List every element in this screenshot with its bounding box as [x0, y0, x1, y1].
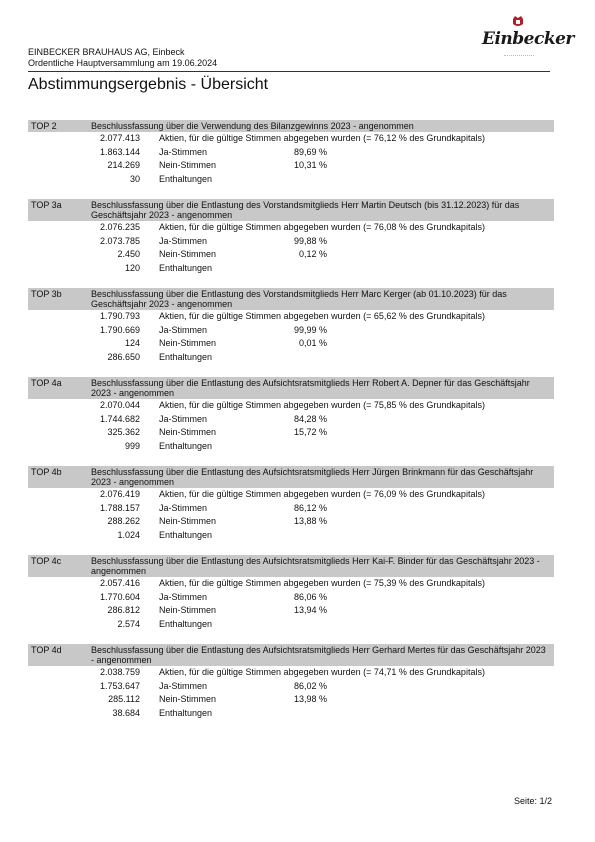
agenda-item-header — [28, 120, 554, 132]
page-title: Abstimmungsergebnis - Übersicht — [28, 76, 269, 93]
no-votes-row — [28, 515, 554, 529]
no-votes-row — [28, 159, 554, 173]
yes-votes-row — [28, 591, 554, 605]
agenda-item — [28, 644, 554, 720]
logo-underline — [504, 55, 534, 57]
yes-votes-count: 1.790.669 — [99, 324, 140, 335]
yes-votes-count: 1.863.144 — [99, 146, 140, 157]
agenda-item — [28, 288, 554, 364]
valid-votes-count: 2.070.044 — [99, 400, 140, 410]
valid-votes-text: Aktien, für die gültige Stimmen abgegeben wurden (= 75,85 % des Grundkapitals) — [159, 400, 485, 410]
yes-votes-percent: 86,06 % — [293, 591, 327, 602]
agenda-item-number: TOP 4c — [31, 556, 62, 566]
valid-votes-text: Aktien, für die gültige Stimmen abgegeben wurden (= 65,62 % des Grundkapitals) — [159, 311, 485, 321]
meeting-line: Ordentliche Hauptversammlung am 19.06.2024 — [28, 58, 218, 68]
agenda-item-description: Beschlussfassung über die Entlastung des Aufsichtsratsmitglieds Herr Robert A. Depner für das Geschäftsjahr 2023 - angenommen — [91, 378, 530, 398]
abstentions-label: Enthaltungen — [159, 529, 213, 540]
abstentions-row — [28, 440, 554, 454]
yes-votes-label: Ja-Stimmen — [159, 235, 208, 246]
yes-votes-percent: 86,02 % — [293, 680, 327, 691]
agenda-item-header — [28, 644, 554, 666]
no-votes-percent: 10,31 % — [293, 160, 327, 170]
valid-votes-count: 2.077.413 — [99, 133, 140, 143]
no-votes-count: 286.812 — [107, 605, 140, 615]
no-votes-percent: 0,01 % — [298, 338, 327, 348]
valid-votes-row — [28, 488, 554, 502]
no-votes-count: 288.262 — [107, 516, 140, 526]
no-votes-row — [28, 248, 554, 262]
valid-votes-text: Aktien, für die gültige Stimmen abgegeben wurden (= 75,39 % des Grundkapitals) — [159, 578, 485, 588]
agenda-item-number: TOP 4a — [31, 378, 62, 388]
yes-votes-count: 1.744.682 — [99, 413, 140, 424]
abstentions-row — [28, 262, 554, 276]
yes-votes-count: 1.770.604 — [99, 591, 140, 602]
agenda-item-header — [28, 288, 554, 310]
agenda-item-number: TOP 4b — [31, 467, 62, 477]
yes-votes-label: Ja-Stimmen — [159, 413, 208, 424]
agenda-item-description: Beschlussfassung über die Entlastung des Aufsichtsratsmitglieds Herr Kai-F. Binder für das Geschäftsjahr 2023 - angenommen — [91, 556, 540, 576]
yes-votes-row — [28, 680, 554, 694]
agenda-item-description: Beschlussfassung über die Verwendung des Bilanzgewinns 2023 - angenommen — [91, 121, 414, 131]
valid-votes-count: 2.076.419 — [99, 489, 140, 499]
abstentions-row — [28, 351, 554, 365]
abstentions-row — [28, 173, 554, 187]
abstentions-count: 30 — [129, 173, 140, 184]
agenda-item-number: TOP 2 — [31, 121, 57, 131]
no-votes-percent: 15,72 % — [293, 427, 327, 437]
valid-votes-row — [28, 666, 554, 680]
no-votes-count: 124 — [124, 338, 140, 348]
yes-votes-row — [28, 235, 554, 249]
no-votes-percent: 13,88 % — [293, 516, 327, 526]
abstentions-count: 286.650 — [107, 351, 140, 362]
yes-votes-row — [28, 324, 554, 338]
yes-votes-label: Ja-Stimmen — [159, 146, 208, 157]
agenda-item-header — [28, 555, 554, 577]
yes-votes-label: Ja-Stimmen — [159, 680, 208, 691]
no-votes-count: 214.269 — [107, 160, 140, 170]
agenda-item-description: Beschlussfassung über die Entlastung des Aufsichtsratsmitglieds Herr Jürgen Brinkmann für das Geschäftsjahr 2023 - angenommen — [91, 467, 534, 487]
yes-votes-percent: 99,99 % — [293, 324, 327, 335]
yes-votes-percent: 84,28 % — [293, 413, 327, 424]
no-votes-percent: 0,12 % — [298, 249, 327, 259]
valid-votes-count: 2.057.416 — [99, 578, 140, 588]
abstentions-row — [28, 529, 554, 543]
abstentions-count: 999 — [124, 440, 140, 451]
agenda-item-header — [28, 199, 554, 221]
agenda-item-number: TOP 3b — [31, 289, 62, 299]
yes-votes-count: 1.788.157 — [99, 502, 140, 513]
valid-votes-count: 2.038.759 — [99, 667, 140, 677]
valid-votes-row — [28, 577, 554, 591]
abstentions-label: Enthaltungen — [159, 440, 213, 451]
no-votes-label: Nein-Stimmen — [159, 427, 217, 437]
abstentions-count: 1.024 — [117, 529, 140, 540]
no-votes-label: Nein-Stimmen — [159, 605, 217, 615]
agenda-item — [28, 555, 554, 631]
abstentions-row — [28, 707, 554, 721]
valid-votes-row — [28, 221, 554, 235]
valid-votes-count: 2.076.235 — [99, 222, 140, 232]
abstentions-label: Enthaltungen — [159, 173, 213, 184]
agenda-item-description: Beschlussfassung über die Entlastung des Aufsichtsratsmitglieds Herr Gerhard Mertes für das Geschäftsjahr 2023 - angenommen — [91, 645, 546, 665]
einbecker-logo — [482, 16, 574, 62]
no-votes-percent: 13,94 % — [293, 605, 327, 615]
yes-votes-label: Ja-Stimmen — [159, 324, 208, 335]
abstentions-label: Enthaltungen — [159, 707, 213, 718]
agenda-item-description: Beschlussfassung über die Entlastung des Vorstandsmitglieds Herr Martin Deutsch (bis 31.12.2023) für das Geschäftsjahr 2023 - angenommen — [91, 200, 520, 220]
no-votes-row — [28, 693, 554, 707]
voting-results — [28, 120, 554, 733]
valid-votes-row — [28, 310, 554, 324]
agenda-item-header — [28, 377, 554, 399]
crest-icon — [512, 16, 524, 28]
yes-votes-row — [28, 502, 554, 516]
no-votes-count: 325.362 — [107, 427, 140, 437]
valid-votes-text: Aktien, für die gültige Stimmen abgegeben wurden (= 76,12 % des Grundkapitals) — [159, 133, 485, 143]
abstentions-row — [28, 618, 554, 632]
no-votes-row — [28, 426, 554, 440]
no-votes-row — [28, 604, 554, 618]
abstentions-label: Enthaltungen — [159, 351, 213, 362]
no-votes-label: Nein-Stimmen — [159, 160, 217, 170]
valid-votes-text: Aktien, für die gültige Stimmen abgegeben wurden (= 76,08 % des Grundkapitals) — [159, 222, 485, 232]
document-header — [28, 47, 550, 69]
yes-votes-label: Ja-Stimmen — [159, 502, 208, 513]
yes-votes-percent: 86,12 % — [293, 502, 327, 513]
no-votes-percent: 13,98 % — [293, 694, 327, 704]
yes-votes-count: 1.753.647 — [99, 680, 140, 691]
valid-votes-text: Aktien, für die gültige Stimmen abgegeben wurden (= 76,09 % des Grundkapitals) — [159, 489, 485, 499]
no-votes-label: Nein-Stimmen — [159, 338, 217, 348]
yes-votes-percent: 89,69 % — [293, 146, 327, 157]
abstentions-label: Enthaltungen — [159, 262, 213, 273]
logo-wordmark: Einbecker — [482, 29, 574, 49]
header-divider — [28, 71, 550, 72]
yes-votes-count: 2.073.785 — [99, 235, 140, 246]
company-name: EINBECKER BRAUHAUS AG, Einbeck — [28, 47, 185, 57]
abstentions-count: 120 — [124, 262, 140, 273]
no-votes-count: 285.112 — [108, 694, 140, 704]
abstentions-count: 2.574 — [117, 618, 140, 629]
yes-votes-row — [28, 413, 554, 427]
agenda-item-header — [28, 466, 554, 488]
no-votes-count: 2.450 — [117, 249, 140, 259]
agenda-item-number: TOP 4d — [31, 645, 62, 655]
valid-votes-text: Aktien, für die gültige Stimmen abgegeben wurden (= 74,71 % des Grundkapitals) — [159, 667, 485, 677]
agenda-item-number: TOP 3a — [31, 200, 62, 210]
agenda-item-description: Beschlussfassung über die Entlastung des Vorstandsmitglieds Herr Marc Kerger (ab 01.10.2023) für das Geschäftsjahr 2023 - angenommen — [91, 289, 507, 309]
abstentions-label: Enthaltungen — [159, 618, 213, 629]
no-votes-row — [28, 337, 554, 351]
no-votes-label: Nein-Stimmen — [159, 516, 217, 526]
yes-votes-label: Ja-Stimmen — [159, 591, 208, 602]
agenda-item — [28, 377, 554, 453]
yes-votes-row — [28, 146, 554, 160]
no-votes-label: Nein-Stimmen — [159, 694, 217, 704]
agenda-item — [28, 466, 554, 542]
abstentions-count: 38.684 — [112, 707, 140, 718]
valid-votes-row — [28, 399, 554, 413]
yes-votes-percent: 99,88 % — [293, 235, 327, 246]
valid-votes-count: 1.790.793 — [99, 311, 140, 321]
page-number: Seite: 1/2 — [514, 796, 553, 806]
valid-votes-row — [28, 132, 554, 146]
agenda-item — [28, 120, 554, 186]
no-votes-label: Nein-Stimmen — [159, 249, 217, 259]
agenda-item — [28, 199, 554, 275]
